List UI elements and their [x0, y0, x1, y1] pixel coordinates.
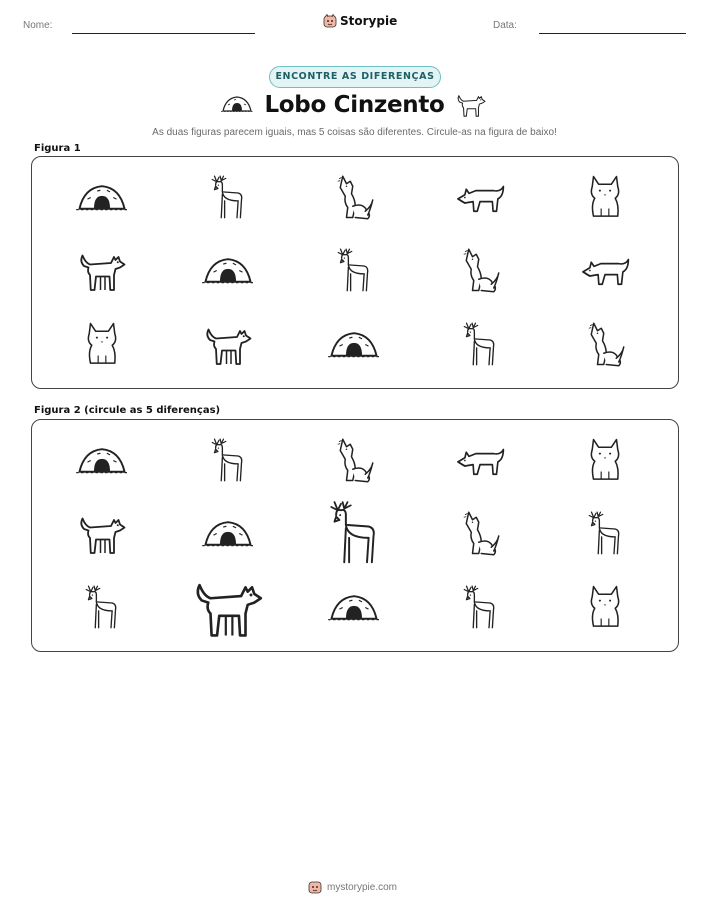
figure1-wolf-prowling-icon: [580, 254, 630, 287]
name-label: Nome:: [23, 20, 53, 31]
figure2-den-icon[interactable]: [202, 519, 254, 548]
wolf-standing-icon: [456, 91, 486, 123]
figure1-den-icon: [328, 330, 380, 359]
figure2-wolf-sitting-icon[interactable]: [587, 584, 623, 630]
figure2-label: Figura 2 (circule as 5 diferenças): [34, 405, 221, 416]
figure2-deer-icon[interactable]: [210, 438, 246, 483]
figure1-wolf-sitting-icon: [587, 174, 623, 220]
figure1-den-icon: [202, 256, 254, 285]
brand-name: Storypie: [340, 14, 398, 28]
figure2-deer-large-icon[interactable]: [328, 500, 380, 566]
name-line[interactable]: [72, 33, 255, 34]
figure2-wolf-howling-icon[interactable]: [334, 438, 374, 483]
figure1-wolf-sitting-icon: [84, 321, 120, 367]
date-label: Data:: [493, 20, 517, 31]
figure2-den-icon[interactable]: [76, 446, 128, 475]
figure2-wolf-prowling-icon[interactable]: [455, 444, 505, 477]
worksheet-badge: ENCONTRE AS DIFERENÇAS: [269, 66, 441, 88]
figure1-deer-icon: [210, 175, 246, 220]
brand-logo: [323, 14, 397, 28]
page-title: Lobo Cinzento: [264, 92, 445, 118]
figure1-deer-icon: [336, 248, 372, 293]
figure2-deer-icon[interactable]: [84, 585, 120, 630]
figure1-wolf-prowling-icon: [455, 181, 505, 214]
figure2-deer-icon[interactable]: [587, 511, 623, 556]
figure1-wolf-standing-icon: [78, 248, 126, 293]
figure1-wolf-howling-icon: [334, 175, 374, 220]
figure2-wolf-howling-icon[interactable]: [460, 511, 500, 556]
figure1-panel: [31, 156, 679, 389]
figure2-panel[interactable]: [31, 419, 679, 652]
figure1-wolf-howling-icon: [585, 322, 625, 367]
figure2-deer-icon[interactable]: [462, 585, 498, 630]
figure2-wolf-standing-large-icon[interactable]: [193, 574, 263, 640]
figure1-deer-icon: [462, 322, 498, 367]
figure2-wolf-standing-icon[interactable]: [78, 511, 126, 556]
figure1-den-icon: [76, 183, 128, 212]
footer-site[interactable]: mystorypie.com: [327, 881, 398, 893]
footer: [308, 880, 397, 894]
figure2-wolf-sitting-icon[interactable]: [587, 437, 623, 483]
storypie-mascot-icon: [308, 880, 322, 894]
figure1-wolf-standing-icon: [204, 322, 252, 367]
date-line[interactable]: [539, 33, 686, 34]
storypie-mascot-icon: [323, 14, 337, 28]
figure2-den-icon[interactable]: [328, 593, 380, 622]
figure1-wolf-howling-icon: [460, 248, 500, 293]
figure1-label: Figura 1: [34, 143, 81, 154]
instructions: As duas figuras parecem iguais, mas 5 coisas são diferentes. Circule-as na figura de baixo!: [152, 127, 557, 138]
